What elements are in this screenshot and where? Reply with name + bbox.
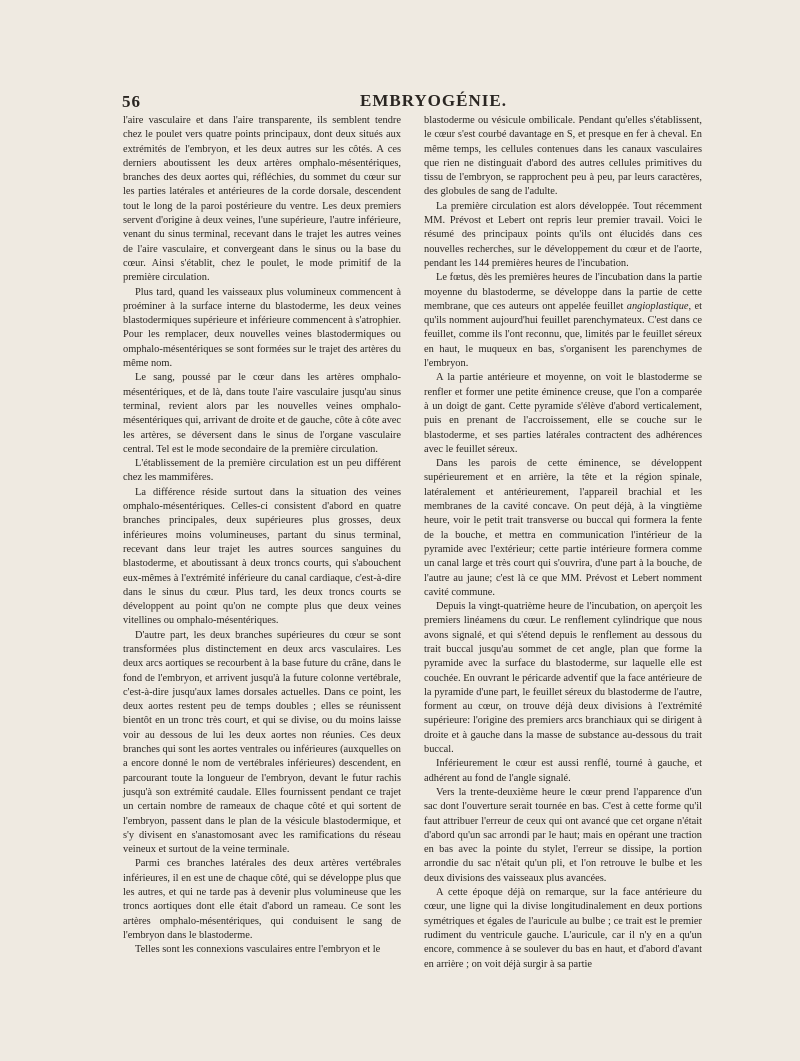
paragraph: L'établissement de la première circulation est un peu différent chez les mammifères. — [123, 458, 401, 484]
paragraph: Inférieurement le cœur est aussi renflé, tourné à gauche, et adhérent au fond de l'angle signalé. — [424, 758, 702, 784]
paragraph: blastoderme ou vésicule ombilicale. Pendant qu'elles s'établissent, le cœur s'est courbé davantage en S, et presque en fer à cheval. En même temps, les cellules contenues dans les canaux vasculaires que rien ne distinguait d'abord des autres cellules primitives du tissu de l'embryon, se rapprochent peu à peu, par leurs caractères, des globules de sang de l'adulte. — [424, 115, 702, 198]
text-run: Le fœtus, dès les premières heures de l'incubation dans la partie moyenne du blastoderme, se développe dans la partie de cette membrane, que ces auteurs ont appelée feuillet — [424, 272, 702, 312]
italic-term: angioplastique — [626, 300, 689, 312]
paragraph: Telles sont les connexions vasculaires entre l'embryon et le — [135, 944, 381, 956]
paragraph: A la partie antérieure et moyenne, on voit le blastoderme se renfler et former une petite éminence creuse, que l'on a comparée à un doigt de gant. Cette pyramide s'élève d'abord verticalement, puis en prenant de l'accroissement, elle se couche sur le blastoderme, et ses parties latérales contractent des adhérences avec le feuillet séreux. — [424, 372, 702, 455]
paragraph: La première circulation est alors développée. Tout récemment MM. Prévost et Lebert ont repris leur premier travail. Voici le résumé des principaux points qu'ils ont élucidés dans ces nouvelles recherches, sur le développement du cœur et de l'aorte, pendant les 144 premières heures de l'incubation. — [424, 200, 702, 269]
paragraph: A cette époque déjà on remarque, sur la face antérieure du cœur, une ligne qui la divise longitudinalement en deux portions symétriques et égales de l'auricule au bulbe ; ce trait est le premier rudiment du ventricule gauche. L'auricule, car il n'y en a qu'un encore, commence à se soulever du bas en haut, et d'abord d'avant en arrière ; on voit déjà surgir à sa partie — [424, 887, 702, 970]
paragraph: Depuis la vingt-quatrième heure de l'incubation, on aperçoit les premiers linéamens du cœur. Le renflement cylindrique que nous avons signalé, et qui s'étend depuis le renflement au dessous du trait buccal jusqu'au sommet de cet angle, plan que forme la pyramide avec la surface du blastoderme, sur laquelle elle est couchée. En ouvrant le péricarde adventif que la face antérieure de la pyramide d'une part, le feuillet séreux du blastoderme de l'autre, forment au cœur, on trouve déjà deux divisions à l'extrémité supérieure: l'origine des premiers arcs branchiaux qui se dirigent à droite et à gauche dans la masse de substance au-dessous du trait buccal. — [424, 601, 702, 756]
paragraph: Dans les parois de cette éminence, se développent supérieurement et en arrière, la tête et la région spinale, latéralement et antérieurement, l'appareil brachial et les membranes de la cavité concave. On peut déjà, à la vingtième heure, voir le petit trait transverse ou buccal qui formera la fente de la bouche, et mettra en communication l'intérieur de la pyramide avec l'extérieur; cette partie intérieure formera comme un canal large et très court qui s'ouvrira, d'une part à la bouche, de l'autre au jaune; c'est là ce que MM. Prévost et Lebert nomment cavité commune. — [424, 458, 702, 598]
text-run: , et qu'ils nomment aujourd'hui feuillet parenchymateux. C'est dans ce feuillet, comme ils l'ont reconnu, que, limités par le feuillet séreux en haut, le muqueux en bas, s'organisent les parenchymes de l'embryon. — [424, 300, 702, 370]
left-column — [123, 114, 401, 958]
right-column — [424, 114, 702, 972]
paragraph: D'autre part, les deux branches supérieures du cœur se sont transformées plus distinctement en deux arcs vasculaires. Les deux arcs aortiques se recourbent à la base future du crâne, dans le fond de l'embryon, et arrivent jusqu'à la future colonne vertébrale, c'est-à-dire jusqu'aux lames dorsales actuelles. Dans ce point, les deux aortes restent peu de temps doubles ; elles se réunissent bientôt en un tronc très court, et qui se divise, ou du moins laisse voir au dessous de lui les deux aortes non réunies. Ces deux branches qui sont les aortes ventrales ou inférieures (auxquelles on a encore donné le nom de vertébrales inférieures) descendent, en parcourant toute la longueur de l'embryon, devant le futur rachis jusqu'à son extrémité caudale. Elles fournissent pendant ce trajet un certain nombre de rameaux de chaque côté et qui sortent de l'embryon, passent dans le plan de la vésicule blastodermique, et s'y divisent en s'anastomosant avec les ramifications du réseau veineux et surtout de la veine terminale. — [123, 629, 401, 856]
page-number: 56 — [122, 92, 141, 111]
paragraph: Plus tard, quand les vaisseaux plus volumineux commencent à proéminer à la surface interne du blastoderme, les deux veines blastodermiques supérieure et inférieure commencent à s'atrophier. Pour les remplacer, deux nouvelles veines blastodermiques ou omphalo-mésentériques se sont formées sur le trajet des artères du même nom. — [123, 286, 401, 370]
paragraph: l'aire vasculaire et dans l'aire transparente, ils semblent tendre chez le poulet vers quatre points principaux, dont deux situés aux extrémités de l'embryon, et les deux autres sur les côtés. A ces derniers aboutissent les deux artères omphalo-mésentériques, branches des deux aortes qui, réfléchies, du sommet du cœur sur les parties latérales et antérieures de la corde dorsale, descendent tout le long de la paroi postérieure du ventre. Les deux premiers servent d'origine à deux veines, l'une supérieure, l'autre inférieure, venant du sinus terminal, recevant dans le trajet les autres veines de l'aire vasculaire, et convergeant dans le sinus ou la base du cœur. Ainsi s'établit, chez le poulet, le mode primitif de la première circulation. — [123, 115, 401, 284]
paragraph: Parmi ces branches latérales des deux artères vertébrales inférieures, il en est une de chaque côté, qui se développe plus que les autres, et qui ne tarde pas à devenir plus volumineuse que les troncs aortiques dont elle était d'abord un rameau. Ce sont les artères omphalo-mésentériques, qui conduisent le sang de l'embryon dans le blastoderme. — [123, 858, 401, 941]
paragraph — [424, 271, 702, 371]
paragraph: Le sang, poussé par le cœur dans les artères omphalo-mésentériques, et de là, dans toute l'aire vasculaire jusqu'au sinus terminal, revient alors par les nouvelles veines omphalo-mésentériques qui, arrivant de droite et de gauche, côte à côte avec les artères, se déversent dans le sinus de l'organe vasculaire central. Tel est le mode secondaire de la première circulation. — [123, 372, 401, 455]
running-head: EMBRYOGÉNIE. — [360, 91, 507, 110]
paragraph: La différence réside surtout dans la situation des veines omphalo-mésentériques. Celles-ci consistent d'abord en quatre branches principales, deux supérieures plus grosses, deux inférieures moins volumineuses, partant du sinus terminal, recevant dans leur trajet les autres sources sanguines du blastoderme, et aboutissant à deux troncs courts, qui s'abouchent eux-mêmes à l'extrémité inférieure du canal cardiaque, c'est-à-dire dans le sinus du cœur. Plus tard, les deux troncs courts se développent au point qu'on ne compte plus que deux veines vitellines ou omphalo-mésentériques. — [123, 486, 401, 627]
paragraph: Vers la trente-deuxième heure le cœur prend l'apparence d'un sac dont l'ouverture serait tournée en bas. C'est à cette forme qu'il faut attribuer l'erreur de ceux qui ont avancé que cet organe n'était d'abord qu'un sac arrondi par le haut; mais en opérant une traction en bas avec la pointe du stylet, l'erreur se dissipe, la portion arrondie du sac n'était qu'un pli, et l'on retrouve le bulbe et les deux divisions des vaisseaux plus avancées. — [424, 786, 702, 884]
